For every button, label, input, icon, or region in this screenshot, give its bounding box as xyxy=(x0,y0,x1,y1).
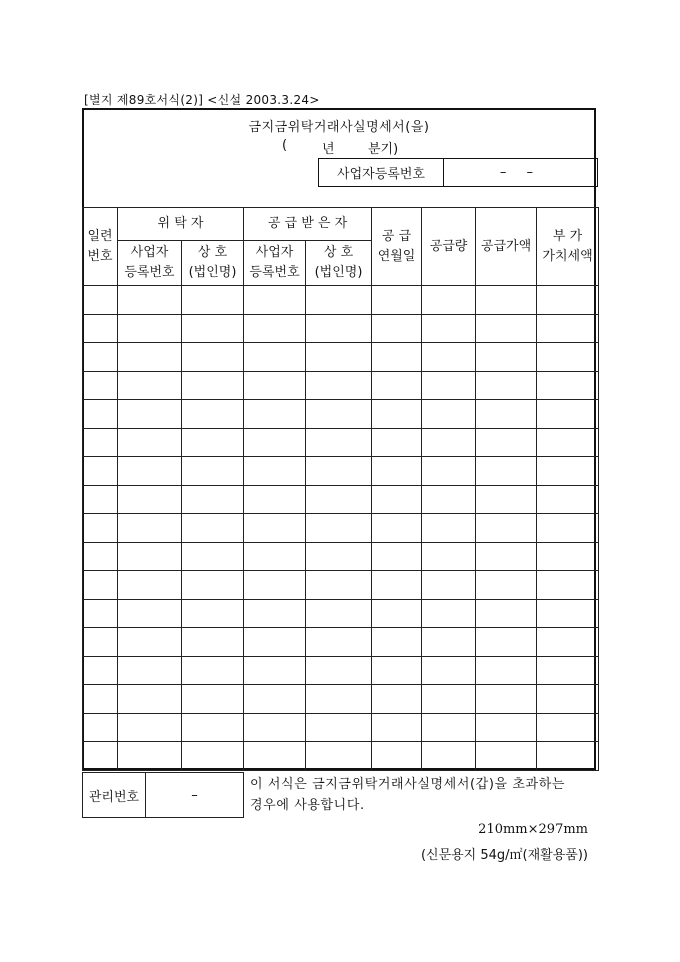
paper-size: 210mm×297mm xyxy=(478,822,588,837)
table-cell[interactable] xyxy=(422,400,476,429)
table-cell[interactable] xyxy=(244,485,306,514)
table-row xyxy=(83,599,599,628)
table-cell[interactable] xyxy=(118,685,182,714)
registration-value-field[interactable]: – – xyxy=(499,165,542,180)
table-cell[interactable] xyxy=(422,542,476,571)
header-vat xyxy=(537,208,599,286)
table-cell[interactable] xyxy=(476,400,537,429)
table-cell[interactable] xyxy=(118,628,182,657)
header-supply-value: 공급가액 xyxy=(476,208,537,286)
table-cell[interactable] xyxy=(244,457,306,486)
table-cell[interactable] xyxy=(244,599,306,628)
table-cell[interactable] xyxy=(476,371,537,400)
table-cell[interactable] xyxy=(182,571,244,600)
period-year-label: 년 xyxy=(322,142,335,157)
table-cell[interactable] xyxy=(83,713,118,742)
table-cell[interactable] xyxy=(244,314,306,343)
table-cell[interactable] xyxy=(372,400,422,429)
table-cell[interactable] xyxy=(182,400,244,429)
table-cell[interactable] xyxy=(182,542,244,571)
table-cell[interactable] xyxy=(476,485,537,514)
table-cell[interactable] xyxy=(306,371,372,400)
table-cell[interactable] xyxy=(83,343,118,372)
table-cell[interactable] xyxy=(182,599,244,628)
table-cell[interactable] xyxy=(306,400,372,429)
table-cell[interactable] xyxy=(182,371,244,400)
header-consignor-biz-reg xyxy=(118,241,182,286)
table-cell[interactable] xyxy=(83,742,118,771)
table-cell[interactable] xyxy=(182,685,244,714)
table-cell[interactable] xyxy=(422,685,476,714)
header-consignor-biz-reg-line1: 사업자 xyxy=(130,245,169,260)
table-row xyxy=(83,542,599,571)
table-cell[interactable] xyxy=(118,542,182,571)
table-cell[interactable] xyxy=(83,485,118,514)
table-cell[interactable] xyxy=(182,742,244,771)
table-cell[interactable] xyxy=(118,400,182,429)
table-cell[interactable] xyxy=(244,371,306,400)
table-cell[interactable] xyxy=(83,400,118,429)
management-label: 관리번호 xyxy=(83,773,146,817)
table-cell[interactable] xyxy=(537,314,599,343)
header-consignor-trade-name xyxy=(182,241,244,286)
table-cell[interactable] xyxy=(83,314,118,343)
table-cell[interactable] xyxy=(306,314,372,343)
table-cell[interactable] xyxy=(118,571,182,600)
table-cell[interactable] xyxy=(118,742,182,771)
header-consignee-trade-name xyxy=(306,241,372,286)
header-consignee-biz-reg-line2: 등록번호 xyxy=(249,265,300,280)
usage-note xyxy=(250,774,596,816)
table-cell[interactable] xyxy=(182,286,244,315)
table-cell[interactable] xyxy=(476,428,537,457)
table-cell[interactable] xyxy=(83,685,118,714)
header-consignee-biz-reg-line1: 사업자 xyxy=(255,245,294,260)
table-cell[interactable] xyxy=(422,599,476,628)
table-cell[interactable] xyxy=(306,542,372,571)
table-cell[interactable] xyxy=(182,343,244,372)
table-cell[interactable] xyxy=(118,286,182,315)
table-cell[interactable] xyxy=(422,742,476,771)
table-cell[interactable] xyxy=(372,314,422,343)
table-cell[interactable] xyxy=(422,571,476,600)
header-consignee-trade-name-line2: (법인명) xyxy=(314,265,363,280)
table-cell[interactable] xyxy=(372,542,422,571)
table-cell[interactable] xyxy=(372,685,422,714)
period-open-paren: ( xyxy=(282,138,288,153)
table-cell[interactable] xyxy=(372,713,422,742)
table-cell[interactable] xyxy=(244,685,306,714)
table-cell[interactable] xyxy=(372,343,422,372)
table-cell[interactable] xyxy=(372,742,422,771)
table-cell[interactable] xyxy=(83,428,118,457)
header-supply-qty: 공급량 xyxy=(422,208,476,286)
table-cell[interactable] xyxy=(306,742,372,771)
table-cell[interactable] xyxy=(306,343,372,372)
header-supply-date-line1: 공 급 xyxy=(381,228,412,244)
table-cell[interactable] xyxy=(306,656,372,685)
table-cell[interactable] xyxy=(118,599,182,628)
header-consignor-trade-name-line1: 상 호 xyxy=(197,245,228,260)
table-cell[interactable] xyxy=(244,400,306,429)
table-cell[interactable] xyxy=(372,428,422,457)
usage-note-line2: 경우에 사용합니다. xyxy=(250,798,365,813)
header-supply-date-line2: 연월일 xyxy=(377,248,416,264)
header-serial-no-line2: 번호 xyxy=(87,248,113,264)
table-cell[interactable] xyxy=(422,314,476,343)
table-cell[interactable] xyxy=(422,485,476,514)
table-cell[interactable] xyxy=(118,371,182,400)
table-cell[interactable] xyxy=(537,371,599,400)
table-row xyxy=(83,685,599,714)
table-cell[interactable] xyxy=(118,485,182,514)
table-cell[interactable] xyxy=(537,457,599,486)
table-cell[interactable] xyxy=(244,514,306,543)
table-cell[interactable] xyxy=(476,343,537,372)
table-cell[interactable] xyxy=(372,371,422,400)
header-consignee-trade-name-line1: 상 호 xyxy=(323,245,354,260)
table-cell[interactable] xyxy=(244,742,306,771)
table-cell[interactable] xyxy=(244,713,306,742)
table-cell[interactable] xyxy=(182,457,244,486)
period-quarter-label: 분기) xyxy=(368,142,399,157)
table-cell[interactable] xyxy=(476,742,537,771)
table-cell[interactable] xyxy=(537,599,599,628)
table-cell[interactable] xyxy=(476,457,537,486)
table-row xyxy=(83,485,599,514)
table-cell[interactable] xyxy=(83,628,118,657)
header-supply-date xyxy=(372,208,422,286)
table-cell[interactable] xyxy=(372,514,422,543)
paper-spec: (신문용지 54g/㎡(재활용품)) xyxy=(420,848,588,863)
table-cell[interactable] xyxy=(182,514,244,543)
table-cell[interactable] xyxy=(83,656,118,685)
table-row xyxy=(83,428,599,457)
table-row xyxy=(83,656,599,685)
table-row xyxy=(83,571,599,600)
table-cell[interactable] xyxy=(244,571,306,600)
header-consignee: 공 급 받 은 자 xyxy=(244,208,372,241)
table-cell[interactable] xyxy=(306,628,372,657)
table-cell[interactable] xyxy=(83,286,118,315)
table-cell[interactable] xyxy=(306,599,372,628)
table-cell[interactable] xyxy=(83,514,118,543)
table-cell[interactable] xyxy=(537,571,599,600)
table-cell[interactable] xyxy=(83,599,118,628)
period-line xyxy=(82,138,596,157)
table-cell[interactable] xyxy=(118,713,182,742)
table-cell[interactable] xyxy=(537,343,599,372)
table-cell[interactable] xyxy=(476,685,537,714)
table-cell[interactable] xyxy=(244,628,306,657)
table-cell[interactable] xyxy=(537,542,599,571)
table-row xyxy=(83,286,599,315)
table-row xyxy=(83,400,599,429)
table-cell[interactable] xyxy=(372,628,422,657)
table-cell[interactable] xyxy=(422,628,476,657)
table-cell[interactable] xyxy=(476,571,537,600)
header-consignor-biz-reg-line2: 등록번호 xyxy=(124,265,175,280)
header-vat-line2: 가치세액 xyxy=(542,248,593,264)
table-cell[interactable] xyxy=(182,656,244,685)
table-cell[interactable] xyxy=(118,428,182,457)
table-cell[interactable] xyxy=(422,713,476,742)
table-cell[interactable] xyxy=(476,599,537,628)
table-cell[interactable] xyxy=(422,514,476,543)
table-row xyxy=(83,371,599,400)
table-cell[interactable] xyxy=(422,371,476,400)
management-value-field[interactable]: – xyxy=(191,787,198,803)
header-vat-line1: 부 가 xyxy=(552,228,583,244)
table-cell[interactable] xyxy=(83,457,118,486)
table-body xyxy=(83,286,599,771)
table-cell[interactable] xyxy=(372,656,422,685)
table-row xyxy=(83,628,599,657)
table-cell[interactable] xyxy=(306,485,372,514)
table-cell[interactable] xyxy=(244,656,306,685)
table-cell[interactable] xyxy=(244,428,306,457)
table-cell[interactable] xyxy=(182,713,244,742)
table-cell[interactable] xyxy=(476,628,537,657)
table-cell[interactable] xyxy=(83,542,118,571)
table-cell[interactable] xyxy=(537,485,599,514)
table-cell[interactable] xyxy=(537,428,599,457)
registration-label: 사업자등록번호 xyxy=(319,159,444,186)
table-cell[interactable] xyxy=(306,685,372,714)
table-cell[interactable] xyxy=(476,514,537,543)
table-cell[interactable] xyxy=(372,457,422,486)
table-cell[interactable] xyxy=(476,713,537,742)
table-cell[interactable] xyxy=(422,656,476,685)
table-cell[interactable] xyxy=(182,628,244,657)
table-cell[interactable] xyxy=(118,343,182,372)
table-cell[interactable] xyxy=(372,485,422,514)
table-row xyxy=(83,514,599,543)
table-cell[interactable] xyxy=(537,685,599,714)
table-cell[interactable] xyxy=(422,343,476,372)
table-cell[interactable] xyxy=(118,314,182,343)
table-cell[interactable] xyxy=(537,656,599,685)
table-row xyxy=(83,343,599,372)
header-consignor: 위 탁 자 xyxy=(118,208,244,241)
table-cell[interactable] xyxy=(537,742,599,771)
header-consignee-biz-reg xyxy=(244,241,306,286)
table-cell[interactable] xyxy=(537,713,599,742)
table-row xyxy=(83,314,599,343)
table-cell[interactable] xyxy=(182,428,244,457)
table-cell[interactable] xyxy=(306,514,372,543)
table-row xyxy=(83,457,599,486)
table-cell[interactable] xyxy=(83,571,118,600)
table-cell[interactable] xyxy=(306,713,372,742)
header-consignor-trade-name-line2: (법인명) xyxy=(188,265,237,280)
form-title: 금지금위탁거래사실명세서(을) xyxy=(248,120,430,135)
table-cell[interactable] xyxy=(372,286,422,315)
table-cell[interactable] xyxy=(306,286,372,315)
table-cell[interactable] xyxy=(537,286,599,315)
table-cell[interactable] xyxy=(306,428,372,457)
table-cell[interactable] xyxy=(537,514,599,543)
table-cell[interactable] xyxy=(244,542,306,571)
table-cell[interactable] xyxy=(422,428,476,457)
table-cell[interactable] xyxy=(537,400,599,429)
table-cell[interactable] xyxy=(306,571,372,600)
table-cell[interactable] xyxy=(372,571,422,600)
table-cell[interactable] xyxy=(118,656,182,685)
table-cell[interactable] xyxy=(372,599,422,628)
table-cell[interactable] xyxy=(537,628,599,657)
table-cell[interactable] xyxy=(476,286,537,315)
registration-box xyxy=(318,158,598,187)
header-serial-no xyxy=(83,208,118,286)
table-row xyxy=(83,742,599,771)
usage-note-line1: 이 서식은 금지금위탁거래사실명세서(갑)을 초과하는 xyxy=(250,777,566,792)
table-cell[interactable] xyxy=(118,457,182,486)
table-cell[interactable] xyxy=(182,485,244,514)
table-cell[interactable] xyxy=(422,457,476,486)
table-cell[interactable] xyxy=(476,542,537,571)
table-cell[interactable] xyxy=(118,514,182,543)
header-serial-no-line1: 일련 xyxy=(87,228,113,244)
form-caption: [별지 제89호서식(2)] <신설 2003.3.24> xyxy=(84,93,320,107)
table-cell[interactable] xyxy=(83,371,118,400)
table-row xyxy=(83,713,599,742)
transaction-table xyxy=(82,207,599,771)
table-cell[interactable] xyxy=(476,656,537,685)
table-cell[interactable] xyxy=(244,343,306,372)
table-cell[interactable] xyxy=(182,314,244,343)
table-cell[interactable] xyxy=(422,286,476,315)
table-cell[interactable] xyxy=(476,314,537,343)
management-box xyxy=(82,772,244,818)
table-cell[interactable] xyxy=(306,457,372,486)
table-cell[interactable] xyxy=(244,286,306,315)
